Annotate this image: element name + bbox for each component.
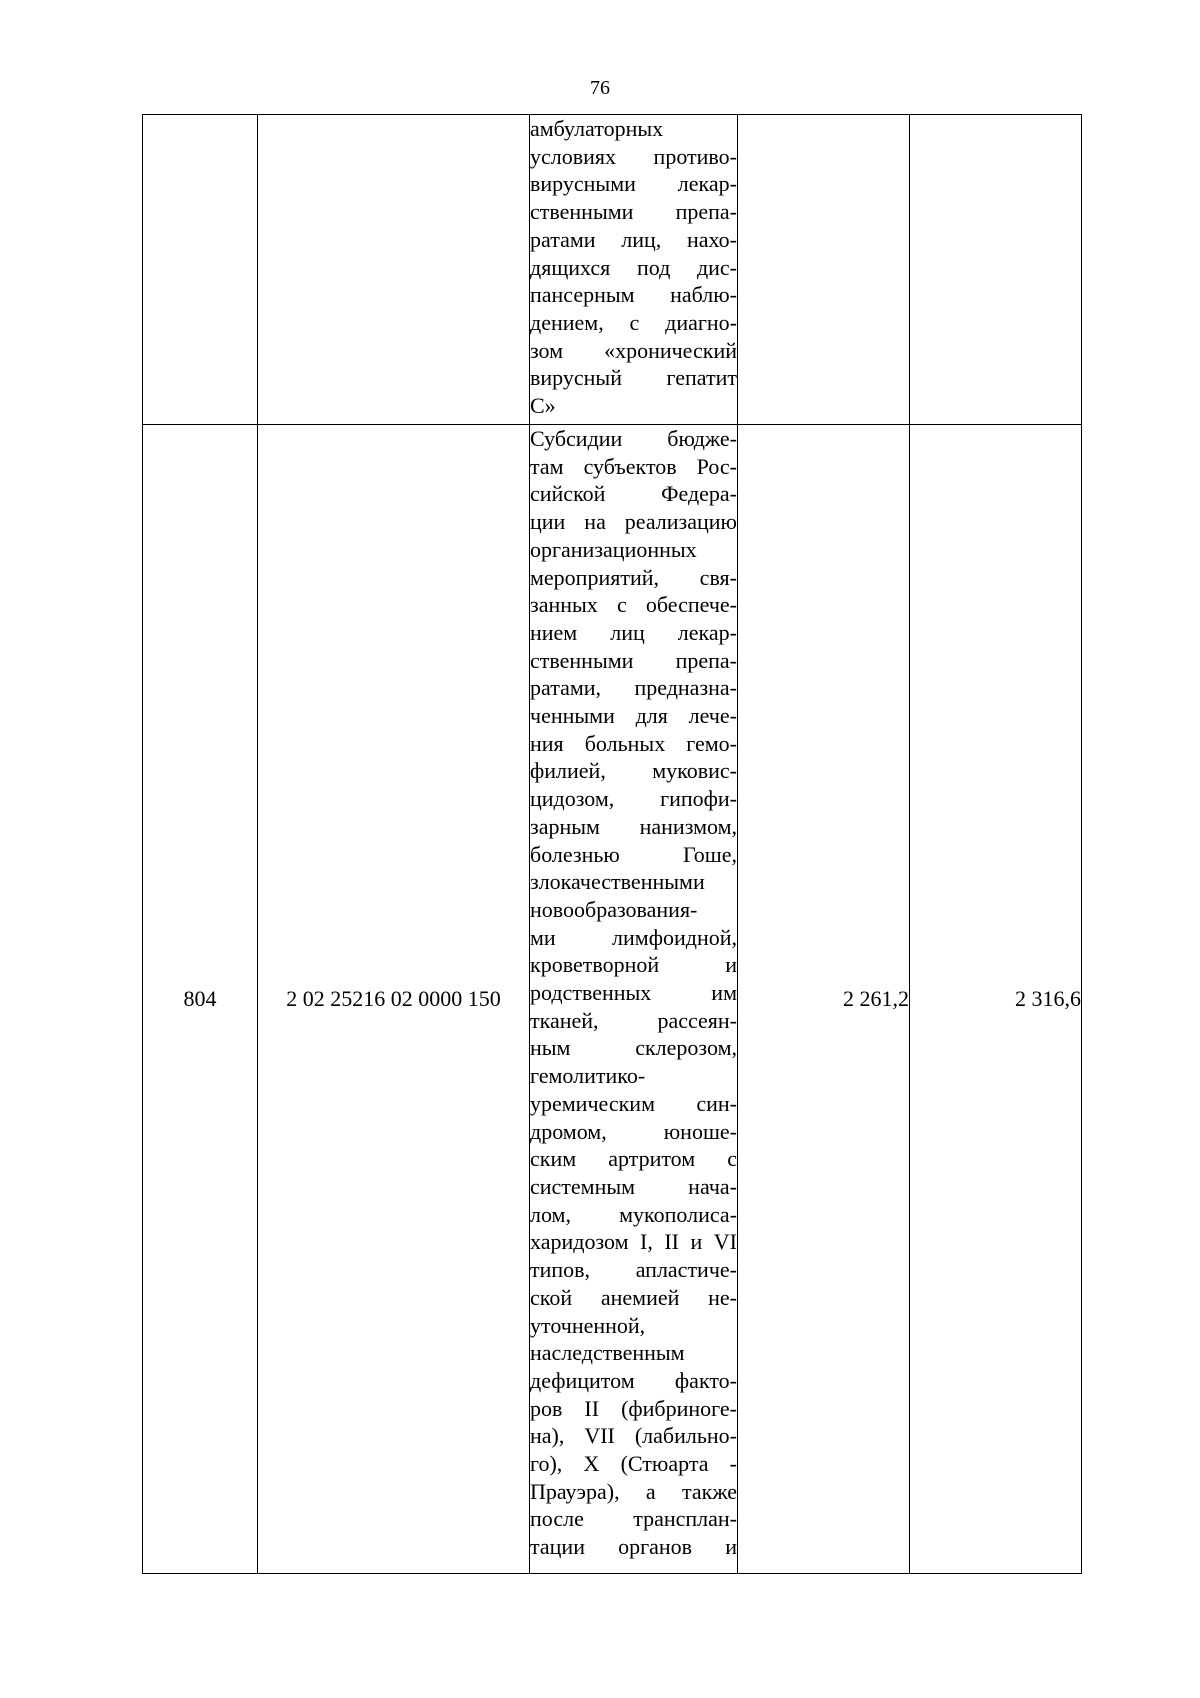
description-line: дящихся под дис- [530, 254, 737, 280]
description-line: занных с обеспече- [530, 592, 737, 618]
description-line: мероприятий, свя- [530, 564, 737, 590]
description-line: ственными препа- [530, 199, 737, 225]
admin-code-cell [143, 115, 258, 425]
description-line: после трансплан- [530, 1506, 737, 1532]
description-line: тации органов и [530, 1534, 737, 1560]
description-line: Прауэра), а также [530, 1478, 737, 1504]
description-line: лом, мукополиса- [530, 1201, 737, 1227]
description-line: го), X (Стюарта - [530, 1451, 737, 1477]
description-line: зарным нанизмом, [530, 813, 737, 839]
budget-code-cell: 2 02 25216 02 0000 150 [258, 425, 530, 1574]
description-line: цидозом, гипофи- [530, 786, 737, 812]
description-line: филией, муковис- [530, 758, 737, 784]
description-line: уточненной, [530, 1312, 646, 1338]
description-line: условиях противо- [530, 143, 737, 169]
description-line: ния больных гемо- [530, 730, 737, 756]
description-line: дением, с диагно- [530, 309, 737, 335]
description-cell [530, 115, 738, 425]
amount-1-cell [738, 115, 910, 425]
description-line: дефицитом факто- [530, 1367, 737, 1393]
description-line: болезнью Гоше, [530, 841, 737, 867]
description-line: наследственным [530, 1340, 685, 1366]
description-line: дромом, юноше- [530, 1118, 737, 1144]
description-line: ров II (фибриноге- [530, 1395, 737, 1421]
description-line: уремическим син- [530, 1090, 737, 1116]
description-line: ции на реализацию [530, 509, 737, 535]
table-row [143, 115, 1082, 425]
description-line: вирусными лекар- [530, 171, 737, 197]
description-line: ратами лиц, нахо- [530, 226, 737, 252]
description-line: злокачественными [530, 869, 705, 895]
description-line: зом «хронический [530, 337, 737, 363]
table-row [143, 425, 1082, 1574]
description-line: ченными для лече- [530, 703, 737, 729]
admin-code-cell: 804 [143, 425, 258, 1574]
description-line: ратами, предназна- [530, 675, 737, 701]
description-line: ской анемией не- [530, 1284, 737, 1310]
description-line: С» [530, 393, 556, 419]
amount-2-cell: 2 316,6 [910, 425, 1082, 1574]
description-line: ским артритом с [530, 1146, 737, 1172]
budget-code-cell [258, 115, 530, 425]
description-line: новообразования- [530, 896, 698, 922]
description-line: родственных им [530, 980, 737, 1006]
description-line: ственными препа- [530, 647, 737, 673]
description-line: Субсидии бюдже- [530, 426, 737, 451]
description-line: типов, апластиче- [530, 1257, 737, 1283]
description-line: кроветворной и [530, 952, 737, 978]
page-number: 76 [590, 77, 610, 99]
description-line: там субъектов Рос- [530, 453, 737, 479]
description-line: гемолитико- [530, 1063, 646, 1089]
description-line: вирусный гепатит [530, 365, 737, 391]
description-line: тканей, рассеян- [530, 1007, 737, 1033]
amount-2-cell [910, 115, 1082, 425]
description-line: ным склерозом, [530, 1035, 737, 1061]
description-cell [530, 425, 738, 1574]
budget-table [142, 114, 1082, 1574]
description-line: организационных [530, 536, 697, 562]
description-line: ми лимфоидной, [530, 924, 737, 950]
amount-1-cell: 2 261,2 [738, 425, 910, 1574]
description-line: на), VII (лабильно- [530, 1423, 737, 1449]
description-line: пансерным наблю- [530, 282, 737, 308]
description-line: амбулаторных [530, 116, 664, 141]
description-line: нием лиц лекар- [530, 619, 737, 645]
description-line: харидозом I, II и VI [530, 1229, 737, 1255]
description-line: системным нача- [530, 1173, 737, 1199]
description-line: сийской Федера- [530, 481, 737, 507]
